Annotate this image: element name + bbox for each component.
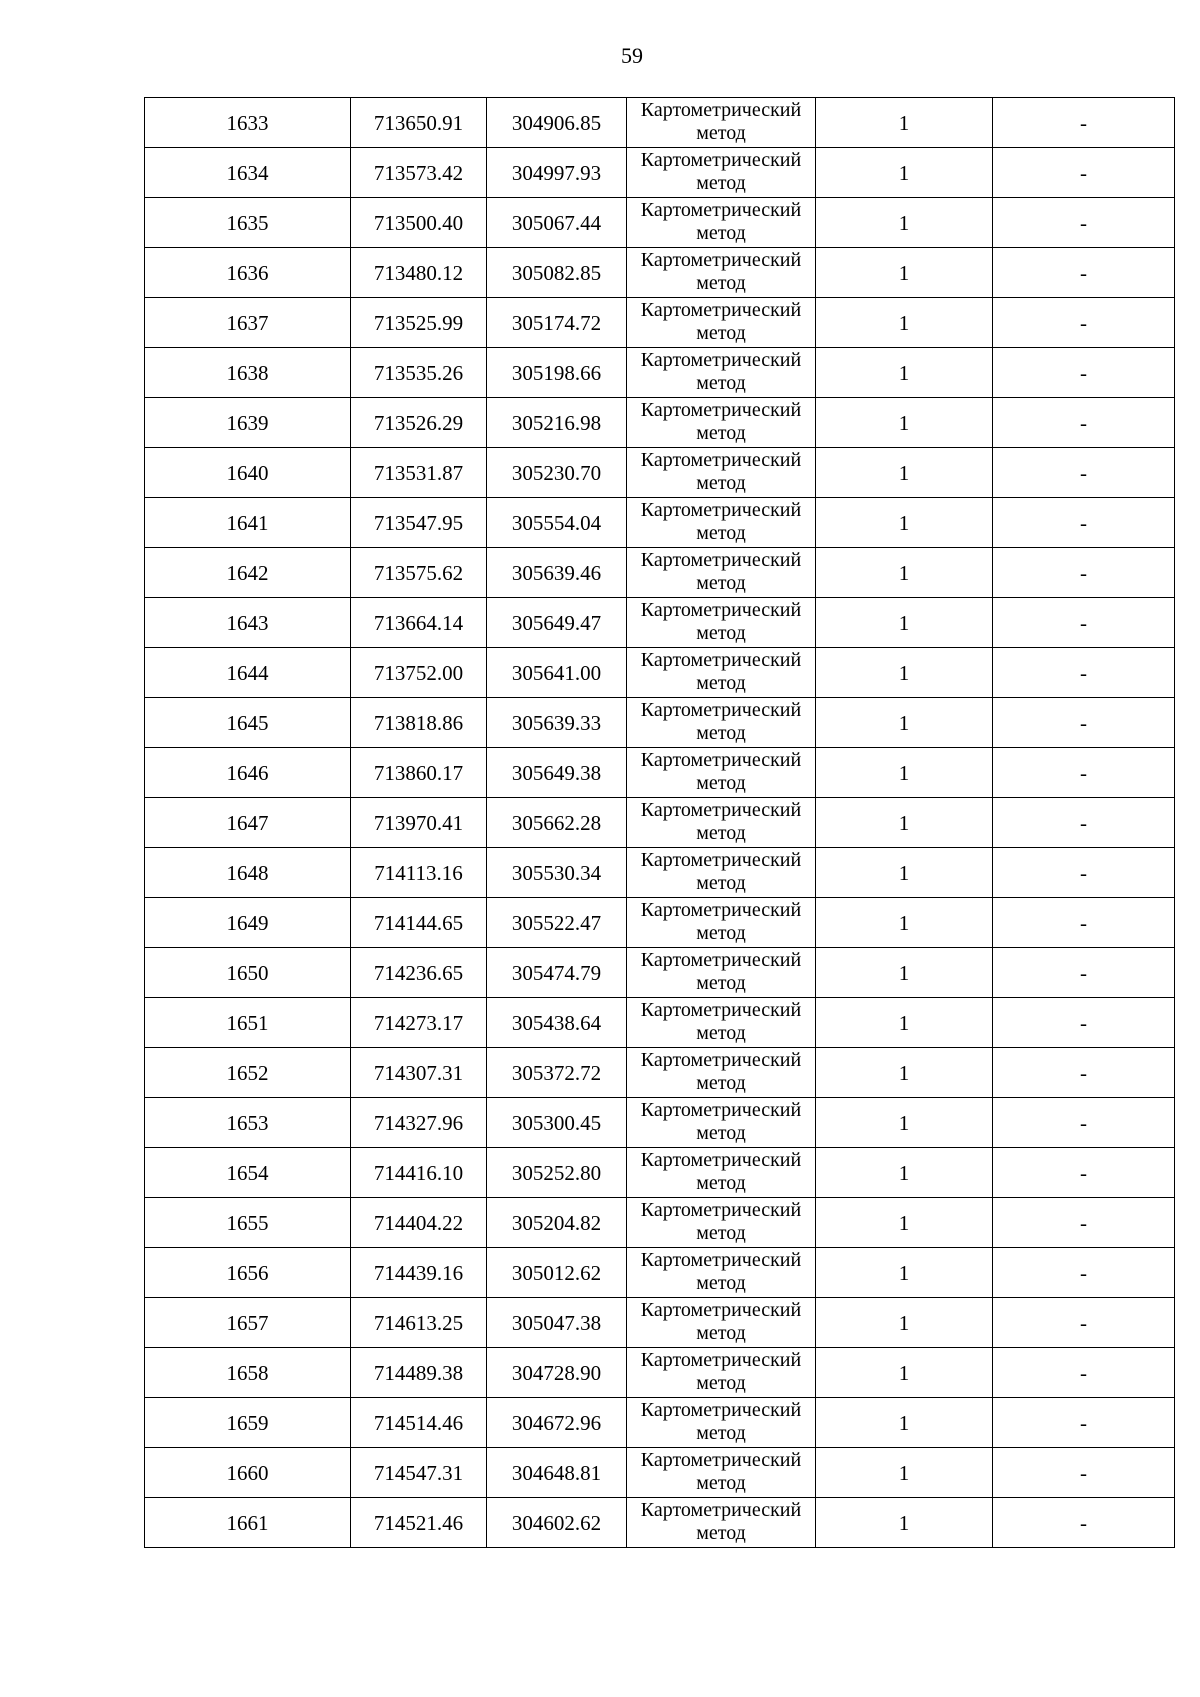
- x-coordinate-cell: 714416.10: [351, 1148, 487, 1198]
- note-cell: -: [993, 1098, 1175, 1148]
- y-coordinate-cell: 304997.93: [487, 148, 627, 198]
- point-number-cell: 1650: [145, 948, 351, 998]
- point-number-cell: 1647: [145, 798, 351, 848]
- x-coordinate-cell: 713500.40: [351, 198, 487, 248]
- precision-cell: 1: [816, 448, 993, 498]
- method-cell: Картометрический метод: [627, 198, 816, 248]
- precision-cell: 1: [816, 798, 993, 848]
- note-cell: -: [993, 1498, 1175, 1548]
- method-cell: Картометрический метод: [627, 948, 816, 998]
- table-row: [145, 248, 1175, 298]
- table-row: [145, 948, 1175, 998]
- note-cell: -: [993, 198, 1175, 248]
- method-cell: Картометрический метод: [627, 1448, 816, 1498]
- method-cell: Картометрический метод: [627, 98, 816, 148]
- coordinates-table-body: [145, 98, 1175, 1548]
- point-number-cell: 1633: [145, 98, 351, 148]
- method-cell: Картометрический метод: [627, 298, 816, 348]
- table-row: [145, 298, 1175, 348]
- y-coordinate-cell: 305047.38: [487, 1298, 627, 1348]
- note-cell: -: [993, 448, 1175, 498]
- table-row: [145, 1098, 1175, 1148]
- table-row: [145, 1498, 1175, 1548]
- method-cell: Картометрический метод: [627, 698, 816, 748]
- y-coordinate-cell: 305662.28: [487, 798, 627, 848]
- table-row: [145, 348, 1175, 398]
- x-coordinate-cell: 714273.17: [351, 998, 487, 1048]
- method-cell: Картометрический метод: [627, 448, 816, 498]
- precision-cell: 1: [816, 348, 993, 398]
- method-cell: Картометрический метод: [627, 398, 816, 448]
- table-row: [145, 1198, 1175, 1248]
- y-coordinate-cell: 305300.45: [487, 1098, 627, 1148]
- note-cell: -: [993, 298, 1175, 348]
- note-cell: -: [993, 1048, 1175, 1098]
- note-cell: -: [993, 348, 1175, 398]
- method-cell: Картометрический метод: [627, 998, 816, 1048]
- x-coordinate-cell: 714521.46: [351, 1498, 487, 1548]
- point-number-cell: 1639: [145, 398, 351, 448]
- y-coordinate-cell: 305530.34: [487, 848, 627, 898]
- point-number-cell: 1648: [145, 848, 351, 898]
- method-cell: Картометрический метод: [627, 548, 816, 598]
- note-cell: -: [993, 1398, 1175, 1448]
- point-number-cell: 1659: [145, 1398, 351, 1448]
- table-row: [145, 198, 1175, 248]
- note-cell: -: [993, 748, 1175, 798]
- method-cell: Картометрический метод: [627, 1198, 816, 1248]
- method-cell: Картометрический метод: [627, 898, 816, 948]
- method-cell: Картометрический метод: [627, 1148, 816, 1198]
- table-row: [145, 398, 1175, 448]
- point-number-cell: 1645: [145, 698, 351, 748]
- x-coordinate-cell: 713573.42: [351, 148, 487, 198]
- note-cell: -: [993, 998, 1175, 1048]
- method-cell: Картометрический метод: [627, 598, 816, 648]
- precision-cell: 1: [816, 198, 993, 248]
- x-coordinate-cell: 713547.95: [351, 498, 487, 548]
- x-coordinate-cell: 714613.25: [351, 1298, 487, 1348]
- note-cell: -: [993, 1198, 1175, 1248]
- precision-cell: 1: [816, 398, 993, 448]
- precision-cell: 1: [816, 98, 993, 148]
- point-number-cell: 1636: [145, 248, 351, 298]
- point-number-cell: 1637: [145, 298, 351, 348]
- note-cell: -: [993, 1248, 1175, 1298]
- x-coordinate-cell: 713818.86: [351, 698, 487, 748]
- precision-cell: 1: [816, 1448, 993, 1498]
- precision-cell: 1: [816, 998, 993, 1048]
- point-number-cell: 1657: [145, 1298, 351, 1348]
- page-number: 59: [621, 43, 643, 68]
- y-coordinate-cell: 305641.00: [487, 648, 627, 698]
- precision-cell: 1: [816, 748, 993, 798]
- table-row: [145, 1348, 1175, 1398]
- x-coordinate-cell: 713480.12: [351, 248, 487, 298]
- x-coordinate-cell: 714547.31: [351, 1448, 487, 1498]
- x-coordinate-cell: 714514.46: [351, 1398, 487, 1448]
- table-row: [145, 748, 1175, 798]
- point-number-cell: 1661: [145, 1498, 351, 1548]
- precision-cell: 1: [816, 948, 993, 998]
- precision-cell: 1: [816, 1348, 993, 1398]
- x-coordinate-cell: 714307.31: [351, 1048, 487, 1098]
- note-cell: -: [993, 1148, 1175, 1198]
- table-row: [145, 98, 1175, 148]
- y-coordinate-cell: 305438.64: [487, 998, 627, 1048]
- note-cell: -: [993, 848, 1175, 898]
- precision-cell: 1: [816, 1398, 993, 1448]
- x-coordinate-cell: 713752.00: [351, 648, 487, 698]
- method-cell: Картометрический метод: [627, 498, 816, 548]
- table-row: [145, 148, 1175, 198]
- precision-cell: 1: [816, 1098, 993, 1148]
- table-row: [145, 498, 1175, 548]
- y-coordinate-cell: 305174.72: [487, 298, 627, 348]
- method-cell: Картометрический метод: [627, 848, 816, 898]
- note-cell: -: [993, 98, 1175, 148]
- note-cell: -: [993, 548, 1175, 598]
- point-number-cell: 1635: [145, 198, 351, 248]
- note-cell: -: [993, 248, 1175, 298]
- table-row: [145, 648, 1175, 698]
- y-coordinate-cell: 305639.33: [487, 698, 627, 748]
- precision-cell: 1: [816, 1198, 993, 1248]
- method-cell: Картометрический метод: [627, 1048, 816, 1098]
- note-cell: -: [993, 648, 1175, 698]
- y-coordinate-cell: 305204.82: [487, 1198, 627, 1248]
- precision-cell: 1: [816, 1498, 993, 1548]
- precision-cell: 1: [816, 498, 993, 548]
- method-cell: Картометрический метод: [627, 1098, 816, 1148]
- x-coordinate-cell: 714489.38: [351, 1348, 487, 1398]
- precision-cell: 1: [816, 1048, 993, 1098]
- y-coordinate-cell: 304906.85: [487, 98, 627, 148]
- method-cell: Картометрический метод: [627, 1498, 816, 1548]
- precision-cell: 1: [816, 1298, 993, 1348]
- point-number-cell: 1646: [145, 748, 351, 798]
- note-cell: -: [993, 498, 1175, 548]
- y-coordinate-cell: 305639.46: [487, 548, 627, 598]
- note-cell: -: [993, 798, 1175, 848]
- point-number-cell: 1658: [145, 1348, 351, 1398]
- x-coordinate-cell: 714439.16: [351, 1248, 487, 1298]
- x-coordinate-cell: 714144.65: [351, 898, 487, 948]
- y-coordinate-cell: 305474.79: [487, 948, 627, 998]
- point-number-cell: 1644: [145, 648, 351, 698]
- precision-cell: 1: [816, 298, 993, 348]
- table-row: [145, 1148, 1175, 1198]
- x-coordinate-cell: 713970.41: [351, 798, 487, 848]
- y-coordinate-cell: 305252.80: [487, 1148, 627, 1198]
- note-cell: -: [993, 1448, 1175, 1498]
- method-cell: Картометрический метод: [627, 1298, 816, 1348]
- y-coordinate-cell: 305649.47: [487, 598, 627, 648]
- table-row: [145, 998, 1175, 1048]
- precision-cell: 1: [816, 548, 993, 598]
- x-coordinate-cell: 713526.29: [351, 398, 487, 448]
- precision-cell: 1: [816, 698, 993, 748]
- y-coordinate-cell: 305522.47: [487, 898, 627, 948]
- method-cell: Картометрический метод: [627, 248, 816, 298]
- table-row: [145, 898, 1175, 948]
- x-coordinate-cell: 713531.87: [351, 448, 487, 498]
- method-cell: Картометрический метод: [627, 1348, 816, 1398]
- x-coordinate-cell: 714327.96: [351, 1098, 487, 1148]
- method-cell: Картометрический метод: [627, 798, 816, 848]
- point-number-cell: 1649: [145, 898, 351, 948]
- note-cell: -: [993, 398, 1175, 448]
- point-number-cell: 1655: [145, 1198, 351, 1248]
- y-coordinate-cell: 305372.72: [487, 1048, 627, 1098]
- table-row: [145, 1248, 1175, 1298]
- precision-cell: 1: [816, 898, 993, 948]
- method-cell: Картометрический метод: [627, 348, 816, 398]
- table-row: [145, 1398, 1175, 1448]
- y-coordinate-cell: 305012.62: [487, 1248, 627, 1298]
- note-cell: -: [993, 948, 1175, 998]
- y-coordinate-cell: 304728.90: [487, 1348, 627, 1398]
- point-number-cell: 1652: [145, 1048, 351, 1098]
- table-row: [145, 698, 1175, 748]
- note-cell: -: [993, 898, 1175, 948]
- precision-cell: 1: [816, 848, 993, 898]
- y-coordinate-cell: 304648.81: [487, 1448, 627, 1498]
- table-row: [145, 548, 1175, 598]
- x-coordinate-cell: 713650.91: [351, 98, 487, 148]
- note-cell: -: [993, 1298, 1175, 1348]
- method-cell: Картометрический метод: [627, 648, 816, 698]
- table-row: [145, 448, 1175, 498]
- point-number-cell: 1643: [145, 598, 351, 648]
- y-coordinate-cell: 304602.62: [487, 1498, 627, 1548]
- point-number-cell: 1653: [145, 1098, 351, 1148]
- x-coordinate-cell: 714113.16: [351, 848, 487, 898]
- table-row: [145, 1048, 1175, 1098]
- note-cell: -: [993, 148, 1175, 198]
- y-coordinate-cell: 305067.44: [487, 198, 627, 248]
- table-row: [145, 1448, 1175, 1498]
- note-cell: -: [993, 598, 1175, 648]
- note-cell: -: [993, 698, 1175, 748]
- point-number-cell: 1654: [145, 1148, 351, 1198]
- precision-cell: 1: [816, 598, 993, 648]
- y-coordinate-cell: 305198.66: [487, 348, 627, 398]
- x-coordinate-cell: 713860.17: [351, 748, 487, 798]
- y-coordinate-cell: 305230.70: [487, 448, 627, 498]
- point-number-cell: 1660: [145, 1448, 351, 1498]
- table-row: [145, 798, 1175, 848]
- table-row: [145, 598, 1175, 648]
- x-coordinate-cell: 714236.65: [351, 948, 487, 998]
- point-number-cell: 1651: [145, 998, 351, 1048]
- x-coordinate-cell: 713525.99: [351, 298, 487, 348]
- precision-cell: 1: [816, 248, 993, 298]
- point-number-cell: 1641: [145, 498, 351, 548]
- point-number-cell: 1638: [145, 348, 351, 398]
- y-coordinate-cell: 305082.85: [487, 248, 627, 298]
- precision-cell: 1: [816, 148, 993, 198]
- table-row: [145, 848, 1175, 898]
- precision-cell: 1: [816, 648, 993, 698]
- y-coordinate-cell: 305554.04: [487, 498, 627, 548]
- method-cell: Картометрический метод: [627, 748, 816, 798]
- y-coordinate-cell: 304672.96: [487, 1398, 627, 1448]
- point-number-cell: 1656: [145, 1248, 351, 1298]
- x-coordinate-cell: 713535.26: [351, 348, 487, 398]
- coordinates-table: [144, 97, 1175, 1548]
- precision-cell: 1: [816, 1248, 993, 1298]
- precision-cell: 1: [816, 1148, 993, 1198]
- y-coordinate-cell: 305216.98: [487, 398, 627, 448]
- x-coordinate-cell: 713575.62: [351, 548, 487, 598]
- table-row: [145, 1298, 1175, 1348]
- method-cell: Картометрический метод: [627, 1398, 816, 1448]
- y-coordinate-cell: 305649.38: [487, 748, 627, 798]
- method-cell: Картометрический метод: [627, 1248, 816, 1298]
- note-cell: -: [993, 1348, 1175, 1398]
- method-cell: Картометрический метод: [627, 148, 816, 198]
- x-coordinate-cell: 714404.22: [351, 1198, 487, 1248]
- x-coordinate-cell: 713664.14: [351, 598, 487, 648]
- point-number-cell: 1640: [145, 448, 351, 498]
- point-number-cell: 1634: [145, 148, 351, 198]
- point-number-cell: 1642: [145, 548, 351, 598]
